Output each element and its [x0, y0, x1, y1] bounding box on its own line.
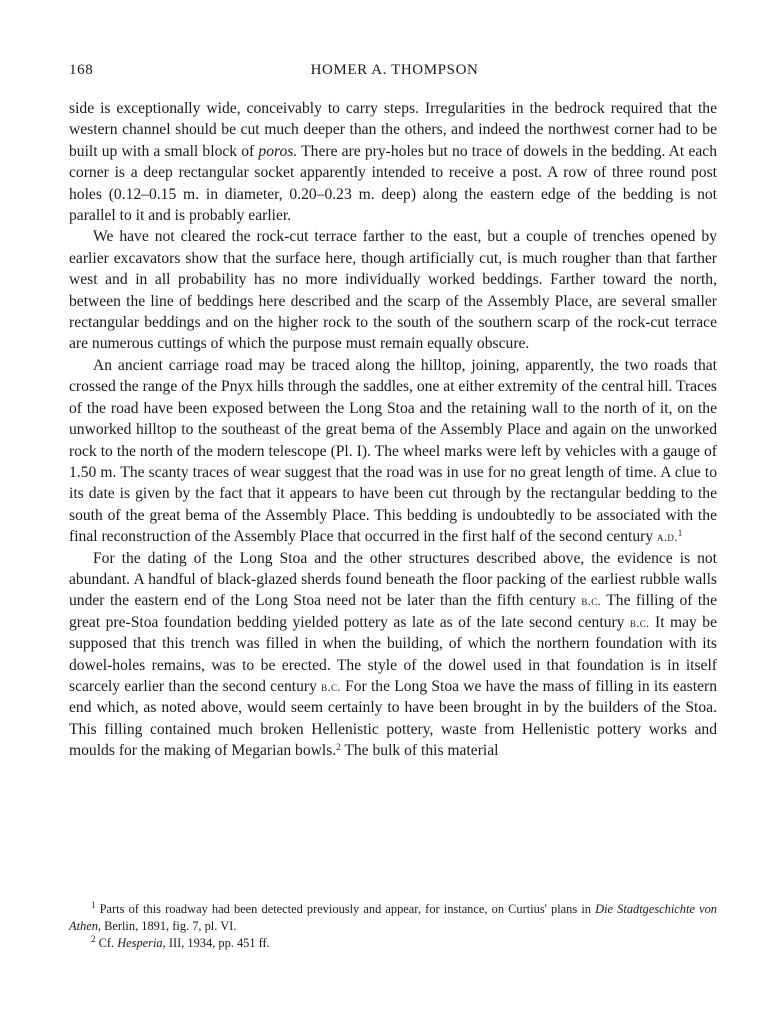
footnote-ref-1: 1 — [677, 528, 683, 539]
running-head: HOMER A. THOMPSON — [310, 62, 479, 78]
paragraph-1: side is exceptionally wide, conceivably to carry steps. Irregularities in the bedrock required that the western channel should be cut much deeper than the others, and indeed the northwest corner had to be built up with a small block of poros. There are pry-holes but no trace of dowels in the bedding. At each corner is a deep rectangular socket apparently intended to receive a post. A row of three round post holes (0.12–0.15 m. in diameter, 0.20–0.23 m. deep) along the eastern edge of the bedding is not parallel to it and is probably earlier. — [69, 100, 717, 225]
footnote-number: 2 — [91, 934, 96, 944]
era-abbrev: a.d. — [657, 529, 678, 545]
era-abbrev: b.c. — [321, 678, 341, 694]
footnote-ref-2: 2 — [336, 742, 341, 753]
italic-title: Die Stadtgeschichte von Athen — [69, 902, 717, 933]
italic-title: Hesperia — [117, 936, 163, 950]
italic-term: poros. — [258, 142, 298, 160]
paragraph-3: An ancient carriage road may be traced along the hilltop, joining, apparently, the two roads that crossed the range of the Pnyx hills through the saddles, one at either extremity of the central hill. Traces of the road have been exposed between the Long Stoa and the retaining wall to the north of it, on the unworked hilltop to the southeast of the great bema of the Assembly Place and again on the unworked rock to the north of the modern telescope (Pl. I). The wheel marks were left by vehicles with a gauge of 1.50 m. The scanty traces of wear suggest that the road was in use for no great length of time. A clue to its date is given by the fact that it appears to have been cut through by the rectangular bedding to the south of the great bema of the Assembly Place. This bedding is undoubtedly to be associated with the final reconstruction of the Assembly Place that occurred in the first half of the second century a.d.$^1$ — [69, 356, 717, 546]
footnotes — [69, 901, 717, 952]
era-abbrev: b.c. — [629, 614, 650, 630]
paragraph-2: We have not cleared the rock-cut terrace farther to the east, but a couple of trenches opened by earlier excavators show that the surface here, though artificially cut, is much rougher than that farther west and in all probability has no more individually worked beddings. Farther toward the north, between the line of beddings here described and the scarp of the Assembly Place, are several smaller rectangular beddings and on the higher rock to the south of the southern scarp of the rock-cut terrace are numerous cuttings of which the purpose must remain equally obscure. — [69, 228, 717, 353]
era-abbrev: b.c. — [581, 593, 602, 609]
footnote-2: $^2$ Cf. Hesperia, III, 1934, pp. 451 ff. — [91, 934, 270, 950]
body-text — [69, 98, 717, 762]
paragraph-4: For the dating of the Long Stoa and the other structures described above, the evidence is not abundant. A handful of black-glazed sherds found beneath the floor packing of the earliest rubble walls under the eastern end of the Long Stoa need not be later than the fifth century b.c. The filling of the great pre-Stoa foundation bedding yielded pottery as late as of the late second century b.c. It may be supposed that this trench was filled in when the building, of which the northern foundation with its dowel-holes remains, was to be erected. The style of the dowel used in that foundation is in itself scarcely earlier than the second century b.c. For the Long Stoa we have the mass of filling in its eastern end which, as noted above, would seem certainly to have been brought in by the builders of the Stoa. This filling contained much broken Hellenistic pottery, waste from Hellenistic pottery works and moulds for the making of Megarian bowls.$^2$ The bulk of this material — [69, 549, 717, 760]
footnote-1: $^1$ Parts of this roadway had been detected previously and appear, for instance, on Curtius' plans in Die Stadtgeschichte von Athen, Berlin, 1891, fig. 7, pl. VI. — [69, 900, 717, 933]
page-number: 168 — [69, 62, 94, 78]
footnote-number: 1 — [91, 900, 96, 910]
